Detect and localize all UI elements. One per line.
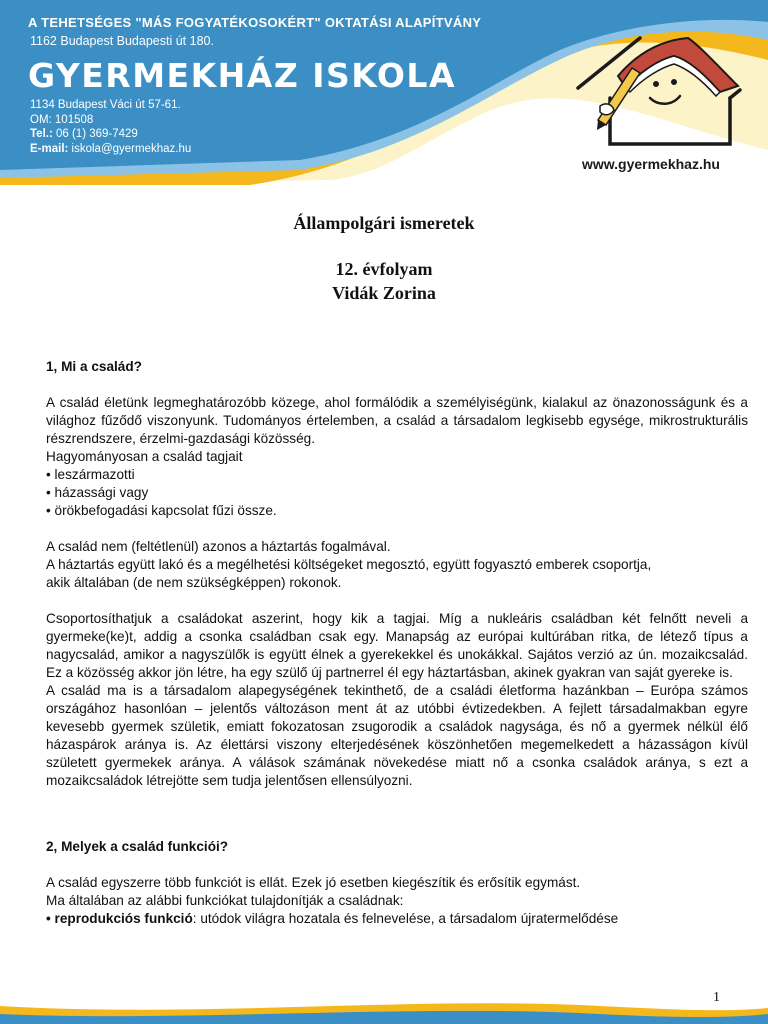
letterhead bbox=[0, 0, 768, 195]
doc-author: Vidák Zorina bbox=[332, 283, 436, 303]
email[interactable]: E-mail: iskola@gyermekhaz.hu bbox=[30, 142, 192, 155]
section-2-heading: 2, Melyek a család funkciói? bbox=[46, 839, 229, 854]
list-item: • házassági vagy bbox=[46, 485, 149, 500]
contact-block bbox=[30, 98, 191, 156]
school-name: GYERMEKHÁZ ISKOLA bbox=[28, 56, 456, 95]
section-1-paragraph-2b: A háztartás együtt lakó és a megélhetési költségeket megosztó, együtt fogyasztó emberek csoportja, bbox=[46, 557, 652, 572]
foundation-address: 1162 Budapest Budapesti út 180. bbox=[30, 34, 214, 48]
website-link[interactable]: www.gyermekhaz.hu bbox=[582, 156, 720, 172]
list-item: • leszármazotti bbox=[46, 467, 135, 482]
phone: Tel.: 06 (1) 369-7429 bbox=[30, 128, 138, 140]
section-1-paragraph-3: Csoportosíthatjuk a családokat aszerint, hogy kik a tagjai. Míg a nukleáris családban két felnőtt neveli a gyermeke(ke)t, addig a csonka családban csak egy. Manapság az európai kultúrában ritka, de létező típus a nagycsalád, amikor a nagyszülők is együtt élnek a gyerekekkel és unokákkal. Sajátos verzió az ún. mozaikcsalád. Ez a közösség akkor jön létre, ha egy szülő új partnerrel él egy háztartásban, akinek gyakran van saját gyereke is. bbox=[46, 611, 748, 680]
section-1-heading: 1, Mi a család? bbox=[46, 359, 142, 374]
list-item: • örökbefogadási kapcsolat fűzi össze. bbox=[46, 503, 277, 518]
section-1-paragraph-1: A család életünk legmeghatározóbb közege, ahol formálódik a személyiségünk, kialakul az önazonosságunk és a világhoz fűződő viszonyunk. Tudományos értelemben, a család a társadalom legkisebb egysége, mikrostrukturális részrendszere, érzelmi-gazdasági közösség. bbox=[46, 395, 748, 446]
doc-grade: 12. évfolyam bbox=[335, 259, 433, 279]
om-number: OM: 101508 bbox=[30, 113, 94, 126]
page-number: 1 bbox=[713, 990, 720, 1005]
section-2 bbox=[46, 838, 748, 928]
section-2-line-2: Ma általában az alábbi funkciókat tulajdonítják a családnak: bbox=[46, 893, 404, 908]
section-1-traditional-line: Hagyományosan a család tagjait bbox=[46, 449, 243, 464]
list-item: • reprodukciós funkció: utódok világra hozatala és felnevelése, a társadalom újratermelődése bbox=[46, 911, 619, 926]
section-1 bbox=[46, 358, 748, 790]
section-1-paragraph-2a: A család nem (feltétlenül) azonos a háztartás fogalmával. bbox=[46, 539, 391, 554]
section-2-line-1: A család egyszerre több funkciót is ellát. Ezek jó esetben kiegészítik és erősítik egymást. bbox=[46, 875, 581, 890]
foundation-name: A TEHETSÉGES "MÁS FOGYATÉKOSOKÉRT" OKTATÁSI ALAPÍTVÁNY bbox=[28, 15, 482, 30]
doc-subject: Állampolgári ismeretek bbox=[293, 213, 475, 233]
house-book-logo-icon bbox=[570, 28, 750, 153]
school-address: 1134 Budapest Váci út 57-61. bbox=[30, 99, 181, 111]
section-1-paragraph-4: A család ma is a társadalom alapegységének tekinthető, de a családi életforma hazánkban – Európa számos országához hasonlóan – jelentős változáson ment át az utóbbi évtizedekben. A fejlett társadalmakban egyre kevesebb gyermek születik, emiatt fokozatosan zsugorodik a családok nagysága, és nő a gyermek nélkül élő házaspárok aránya is. Az élettársi viszony elterjedésének köszönhetően megemelkedett a házasságon kívül született gyermekek aránya. A válások számának növekedése miatt nő a csonka családok aránya, s ezt a mozaikcsaládok létrejötte sem tudja jelentősen ellensúlyozni. bbox=[46, 683, 748, 788]
footer-wave bbox=[0, 992, 768, 1024]
section-1-paragraph-2c: akik általában (de nem szükségképpen) rokonok. bbox=[46, 575, 342, 590]
